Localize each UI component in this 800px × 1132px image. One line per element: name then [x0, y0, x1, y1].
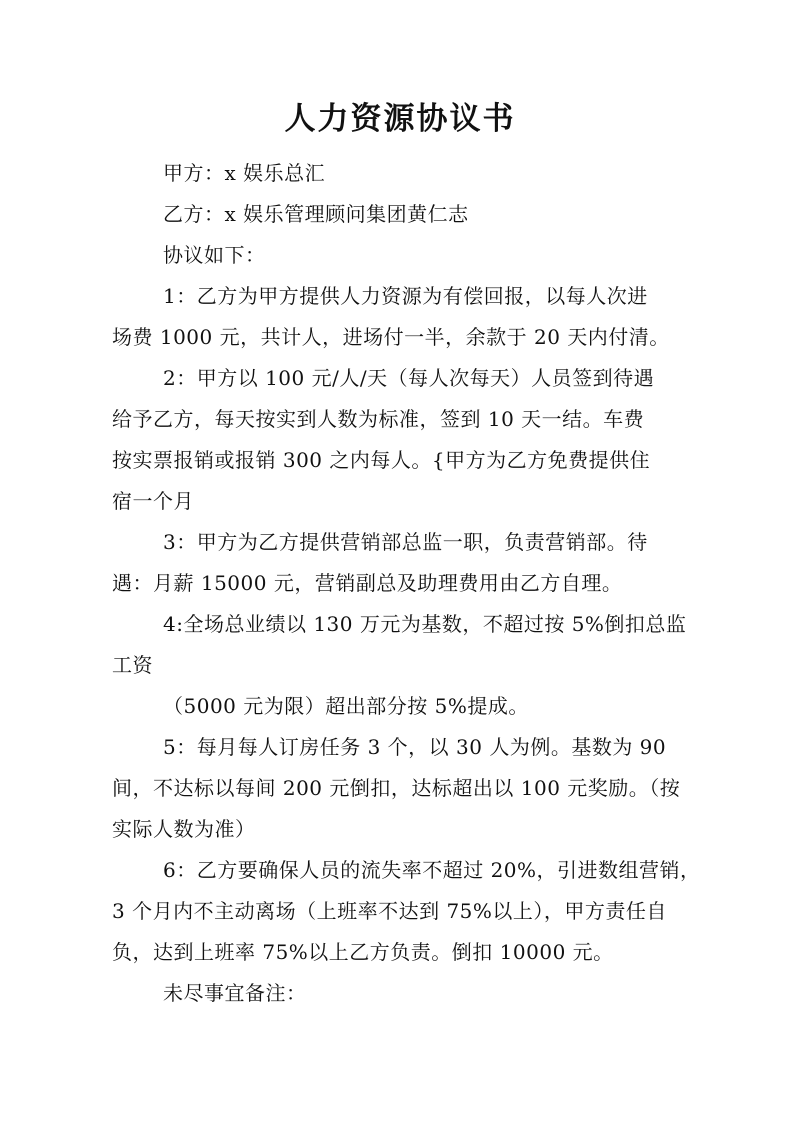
text-line: 甲方：x 娱乐总汇 [163, 161, 326, 185]
text-line: 6：乙方要确保人员的流失率不超过 20%，引进数组营销， [163, 858, 701, 882]
text-line: 遇：月薪 15000 元，营销副总及助理费用由乙方自理。 [112, 571, 623, 595]
text-line: 宿一个月 [112, 489, 194, 513]
text-line: 3：甲方为乙方提供营销部总监一职，负责营销部。待 [163, 530, 648, 554]
text-line: 4:全场总业绩以 130 万元为基数，不超过按 5%倒扣总监 [163, 612, 687, 636]
clause-3 [112, 522, 694, 604]
document-body [112, 153, 701, 1014]
document-title: 人力资源协议书 [284, 101, 516, 137]
party-b-line [112, 194, 694, 235]
text-line: 按实票报销或报销 300 之内每人。{甲方为乙方免费提供住 [112, 448, 651, 472]
clause-1 [112, 276, 694, 358]
text-line: 实际人数为准） [112, 817, 256, 841]
remarks-line [112, 973, 694, 1014]
text-line: 5：每月每人订房任务 3 个，以 30 人为例。基数为 90 [163, 735, 667, 759]
text-line: 协议如下： [163, 243, 266, 267]
text-line: 2：甲方以 100 元/人/天（每人次每天）人员签到待遇 [163, 366, 655, 390]
text-line: 未尽事宜备注： [163, 981, 307, 1005]
text-line: 给予乙方，每天按实到人数为标准，签到 10 天一结。车费 [112, 407, 645, 431]
clause-2 [112, 358, 694, 522]
clause-5 [112, 727, 694, 850]
text-line: 1：乙方为甲方提供人力资源为有偿回报，以每人次进 [163, 284, 648, 308]
text-line: 负，达到上班率 75%以上乙方负责。倒扣 10000 元。 [112, 940, 614, 964]
text-line: 3 个月内不主动离场（上班率不达到 75%以上），甲方责任自 [112, 899, 667, 923]
text-line: （5000 元为限）超出部分按 5%提成。 [163, 694, 529, 718]
party-a-line [112, 153, 694, 194]
agreement-intro-line [112, 235, 694, 276]
text-line: 乙方：x 娱乐管理顾问集团黄仁志 [163, 202, 469, 226]
text-line: 场费 1000 元，共计人，进场付一半，余款于 20 天内付清。 [112, 325, 670, 349]
text-line: 工资 [112, 653, 153, 677]
clause-6 [112, 850, 701, 973]
text-line: 间，不达标以每间 200 元倒扣，达标超出以 100 元奖励。（按 [112, 776, 681, 800]
clause-4 [112, 604, 694, 727]
